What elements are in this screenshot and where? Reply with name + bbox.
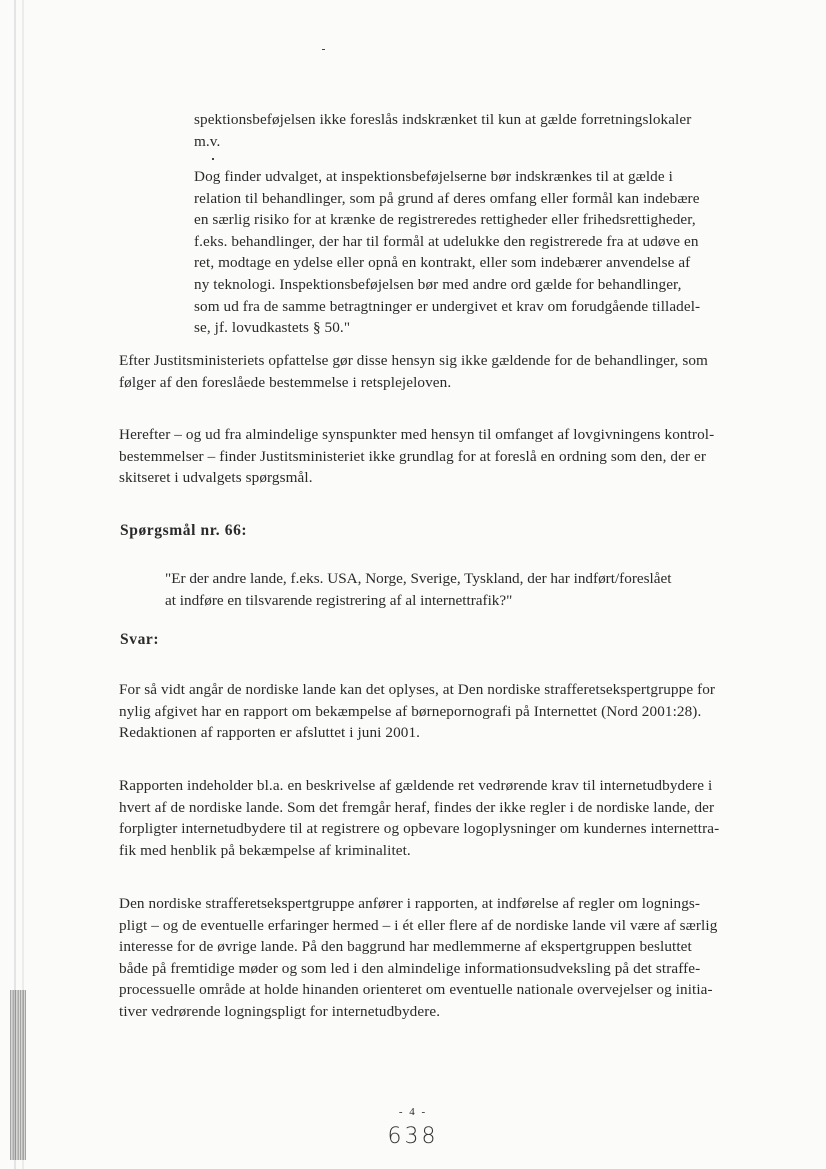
text-line: at indføre en tilsvarende registrering af al internettrafik?" <box>165 591 513 609</box>
scan-speck <box>322 49 325 50</box>
answer-heading: Svar: <box>120 631 160 648</box>
text-line: Den nordiske strafferetsekspertgruppe anfører i rapporten, at indførelse af regler om lognings- <box>119 895 701 912</box>
text-line: tiver vedrørende logningspligt for internetudbydere. <box>119 1002 441 1020</box>
text-line: bestemmelser – finder Justitsministeriet ikke grundlag for at foreslå en ordning som den, der er <box>119 447 706 465</box>
text-line: en særlig risiko for at krænke de registreredes rettigheder eller frihedsrettigheder, <box>194 211 696 229</box>
answer-paragraph-3 <box>119 893 791 1023</box>
body-paragraph-1 <box>119 350 791 393</box>
stamp-page-number: 638 <box>387 1124 439 1149</box>
text-line: ny teknologi. Inspektionsbeføjelsen bør med andre ord gælde for behandlinger, <box>194 275 682 293</box>
text-line: pligt – og de eventuelle erfaringer hermed – i ét eller flere af de nordiske lande vil være af særlig <box>119 916 718 934</box>
text-line: For så vidt angår de nordiske lande kan det oplyses, at Den nordiske strafferetsekspertgruppe for <box>119 681 716 698</box>
question-heading: Spørgsmål nr. 66: <box>120 522 248 539</box>
text-line: Efter Justitsministeriets opfattelse gør disse hensyn sig ikke gældende for de behandlinger, som <box>119 352 708 369</box>
text-line: f.eks. behandlinger, der har til formål at udelukke den registrerede fra at udøve en <box>194 232 699 250</box>
text-line: nylig afgivet har en rapport om bekæmpelse af børnepornografi på Internettet (Nord 2001:28). <box>119 702 702 720</box>
text-line: ret, modtage en ydelse eller opnå en kontrakt, eller som indebærer anvendelse af <box>194 254 691 272</box>
text-line: både på fremtidige møder og som led i den almindelige informationsudveksling på det straffe- <box>119 959 701 977</box>
text-line: m.v. <box>194 132 221 150</box>
question-text <box>165 568 765 611</box>
text-line: relation til behandlinger, som på grund af deres omfang eller formål kan indebære <box>194 189 700 207</box>
quote-paragraph-2 <box>194 166 764 339</box>
answer-paragraph-2 <box>119 775 791 861</box>
text-line: "Er der andre lande, f.eks. USA, Norge, Sverige, Tyskland, der har indført/foreslået <box>165 570 672 587</box>
text-line: Redaktionen af rapporten er afsluttet i juni 2001. <box>119 724 421 742</box>
text-line: Rapporten indeholder bl.a. en beskrivelse af gældende ret vedrørende krav til internetudbydere i <box>119 777 713 794</box>
text-line: processuelle område at holde hinanden orienteret om eventuelle nationale overvejelser og initia- <box>119 981 713 999</box>
text-line: interesse for de øvrige lande. På den baggrund har medlemmerne af ekspertgruppen besluttet <box>119 938 692 956</box>
text-line: se, jf. lovudkastets § 50." <box>194 319 351 337</box>
text-line: følger af den foreslåede bestemmelse i retsplejeloven. <box>119 373 452 391</box>
quote-paragraph-1 <box>194 109 764 152</box>
answer-paragraph-1 <box>119 679 791 744</box>
text-line: fik med henblik på bekæmpelse af kriminalitet. <box>119 841 411 859</box>
text-line: Herefter – og ud fra almindelige synspunkter med hensyn til omfanget af lovgivningens kontrol- <box>119 426 715 443</box>
text-line: skitseret i udvalgets spørgsmål. <box>119 469 313 487</box>
text-line: spektionsbeføjelsen ikke foreslås indskrænket til kun at gælde forretningslokaler <box>194 111 692 128</box>
text-line: som ud fra de samme betragtninger er undergivet et krav om forudgående tilladel- <box>194 297 701 315</box>
text-line: Dog finder udvalget, at inspektionsbeføjelserne bør indskrænkes til at gælde i <box>194 168 673 185</box>
page-number: - 4 - <box>398 1106 428 1118</box>
scan-speck <box>212 158 214 160</box>
text-line: hvert af de nordiske lande. Som det fremgår heraf, findes der ikke regler i de nordiske lande, der <box>119 798 715 816</box>
text-line: forpligter internetudbydere til at registrere og opbevare logoplysninger om kundernes internettra- <box>119 820 720 838</box>
body-paragraph-2 <box>119 424 791 489</box>
